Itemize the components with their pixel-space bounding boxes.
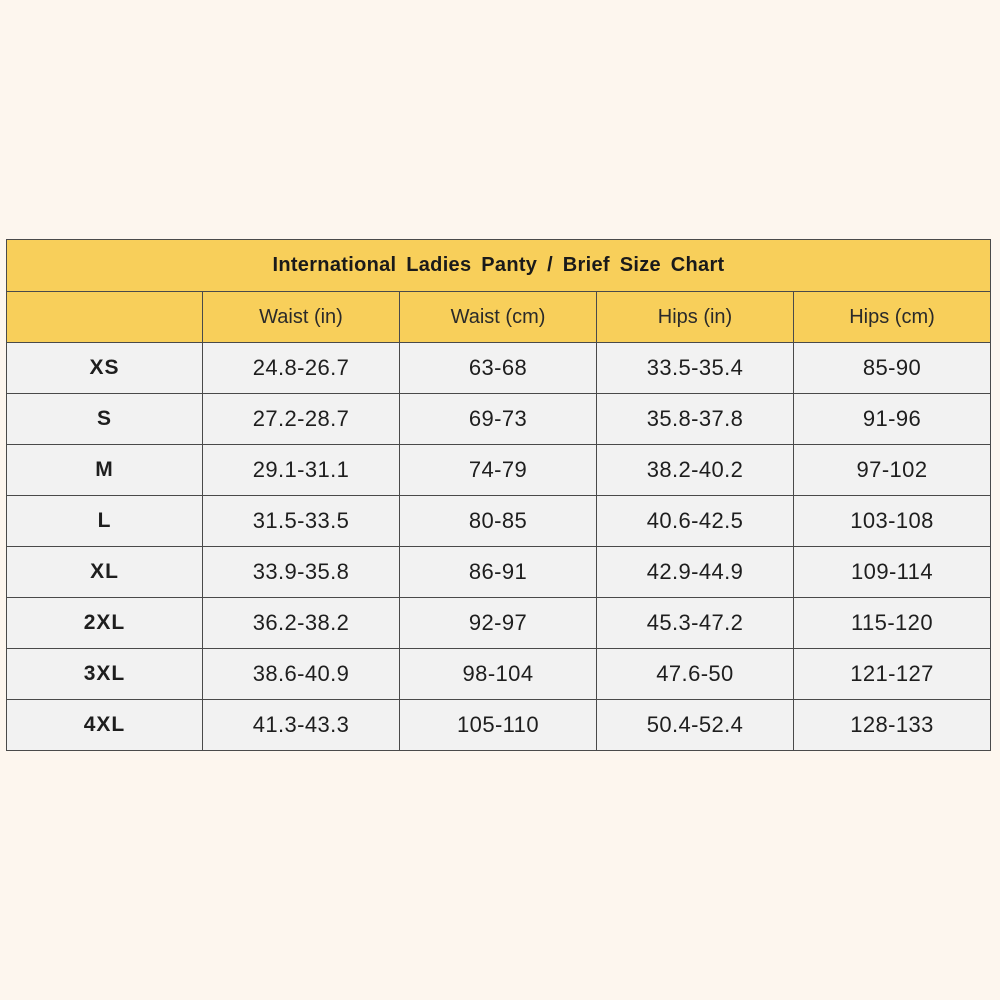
hips-in-cell: 40.6-42.5 — [597, 496, 794, 547]
table-row — [7, 598, 991, 649]
waist-cm-cell: 63-68 — [400, 343, 597, 394]
hips-cm-cell: 109-114 — [794, 547, 991, 598]
table-row — [7, 343, 991, 394]
waist-in-cell: 41.3-43.3 — [203, 700, 400, 751]
waist-in-cell: 24.8-26.7 — [203, 343, 400, 394]
hips-in-cell: 33.5-35.4 — [597, 343, 794, 394]
header-waist-in: Waist (in) — [203, 292, 400, 343]
waist-in-cell: 38.6-40.9 — [203, 649, 400, 700]
waist-in-cell: 29.1-31.1 — [203, 445, 400, 496]
hips-in-cell: 47.6-50 — [597, 649, 794, 700]
hips-in-cell: 35.8-37.8 — [597, 394, 794, 445]
hips-in-cell: 45.3-47.2 — [597, 598, 794, 649]
table-row — [7, 394, 991, 445]
table-row — [7, 649, 991, 700]
hips-cm-cell: 128-133 — [794, 700, 991, 751]
size-label: 2XL — [7, 598, 203, 649]
waist-in-cell: 33.9-35.8 — [203, 547, 400, 598]
size-label: 4XL — [7, 700, 203, 751]
size-label: 3XL — [7, 649, 203, 700]
hips-cm-cell: 103-108 — [794, 496, 991, 547]
waist-cm-cell: 86-91 — [400, 547, 597, 598]
size-chart-table — [6, 239, 991, 751]
header-hips-cm: Hips (cm) — [794, 292, 991, 343]
waist-in-cell: 27.2-28.7 — [203, 394, 400, 445]
header-row — [7, 292, 991, 343]
size-label: L — [7, 496, 203, 547]
header-hips-in: Hips (in) — [597, 292, 794, 343]
size-label: S — [7, 394, 203, 445]
table-row — [7, 700, 991, 751]
size-label: M — [7, 445, 203, 496]
table-row — [7, 445, 991, 496]
hips-cm-cell: 85-90 — [794, 343, 991, 394]
waist-in-cell: 36.2-38.2 — [203, 598, 400, 649]
chart-title: International Ladies Panty / Brief Size Chart — [7, 240, 991, 292]
hips-in-cell: 42.9-44.9 — [597, 547, 794, 598]
waist-in-cell: 31.5-33.5 — [203, 496, 400, 547]
waist-cm-cell: 92-97 — [400, 598, 597, 649]
hips-cm-cell: 115-120 — [794, 598, 991, 649]
hips-in-cell: 50.4-52.4 — [597, 700, 794, 751]
waist-cm-cell: 69-73 — [400, 394, 597, 445]
hips-in-cell: 38.2-40.2 — [597, 445, 794, 496]
size-label: XL — [7, 547, 203, 598]
table-row — [7, 496, 991, 547]
size-label: XS — [7, 343, 203, 394]
waist-cm-cell: 80-85 — [400, 496, 597, 547]
header-size — [7, 292, 203, 343]
header-waist-cm: Waist (cm) — [400, 292, 597, 343]
waist-cm-cell: 98-104 — [400, 649, 597, 700]
hips-cm-cell: 91-96 — [794, 394, 991, 445]
table-row — [7, 547, 991, 598]
waist-cm-cell: 105-110 — [400, 700, 597, 751]
hips-cm-cell: 97-102 — [794, 445, 991, 496]
hips-cm-cell: 121-127 — [794, 649, 991, 700]
waist-cm-cell: 74-79 — [400, 445, 597, 496]
